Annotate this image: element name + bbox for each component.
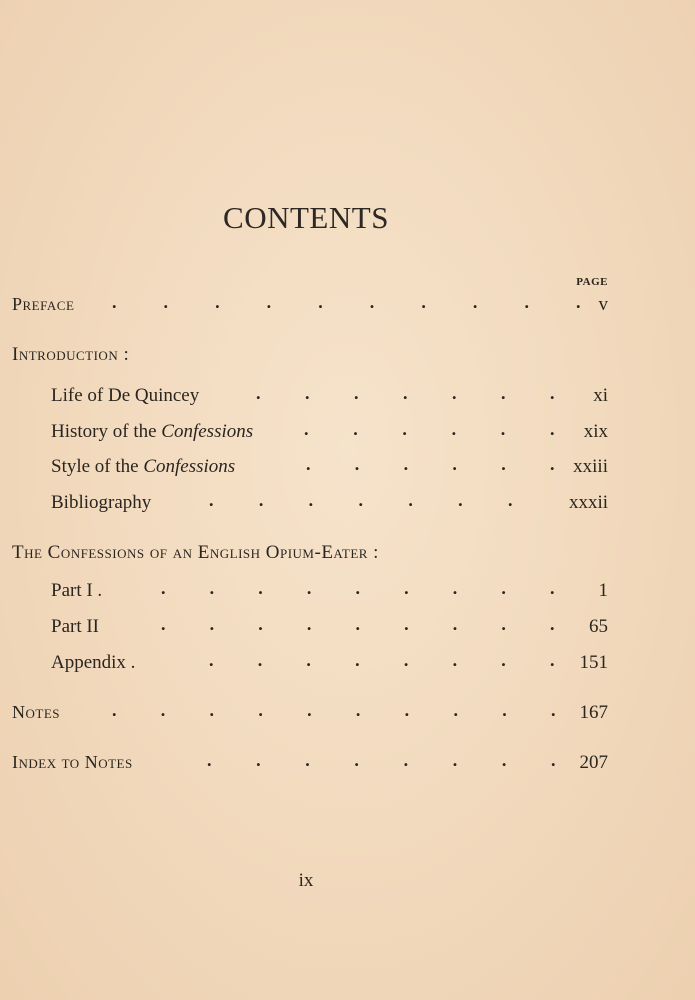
leader-dot: . — [354, 383, 359, 403]
leader-dot: . — [355, 614, 360, 634]
leader-dot: . — [500, 419, 506, 439]
leader-dot: . — [508, 490, 513, 510]
leader-dot: . — [355, 650, 360, 670]
leader-dot: . — [524, 292, 529, 312]
dot-leader — [161, 616, 556, 646]
toc-page-number: 151 — [579, 652, 608, 673]
toc-page-number: v — [598, 294, 608, 315]
leader-dot: . — [160, 700, 166, 720]
toc-label: Part I . — [51, 580, 103, 601]
leader-dot: . — [502, 700, 507, 720]
leader-dot: . — [209, 614, 215, 634]
toc-entry-history-of-the-confessions[interactable] — [51, 421, 608, 451]
leader-dot: . — [256, 750, 261, 770]
leader-dot: . — [258, 614, 263, 634]
dot-leader — [112, 702, 557, 732]
leader-dot: . — [215, 292, 220, 312]
leader-dot: . — [403, 383, 408, 403]
toc-entry-appendix[interactable] — [51, 652, 608, 682]
leader-dot: . — [408, 490, 413, 510]
toc-section-heading-introduction: Introduction : — [12, 344, 130, 365]
leader-dot: . — [550, 383, 555, 403]
leader-dot: . — [501, 614, 506, 634]
toc-entry-notes[interactable] — [12, 702, 608, 732]
leader-dot: . — [266, 292, 272, 312]
leader-dot: . — [358, 490, 363, 510]
leader-dot: . — [403, 650, 409, 670]
leader-dot: . — [452, 750, 458, 770]
leader-dot: . — [550, 454, 555, 474]
page-folio: ix — [298, 870, 314, 891]
dot-leader — [207, 752, 557, 782]
dot-leader — [161, 580, 556, 610]
toc-entry-preface[interactable] — [12, 294, 608, 324]
toc-label: Life of De Quincey — [51, 385, 200, 406]
leader-dot: . — [306, 650, 311, 670]
toc-label: Index to Notes — [12, 752, 133, 772]
leader-dot: . — [112, 700, 117, 720]
leader-dot: . — [307, 700, 312, 720]
leader-dot: . — [305, 750, 310, 770]
leader-dot: . — [318, 292, 323, 312]
toc-label: Notes — [12, 702, 60, 722]
leader-dot: . — [306, 614, 312, 634]
toc-label: Bibliography — [51, 492, 152, 513]
toc-label-text: History of the — [51, 421, 162, 442]
toc-page-number: 167 — [579, 702, 608, 723]
dot-leader — [209, 652, 556, 682]
toc-label-italic: Confessions — [143, 456, 236, 477]
toc-page-number: xi — [593, 385, 608, 406]
page-column-header: PAGE — [576, 276, 608, 288]
leader-dot: . — [452, 454, 457, 474]
leader-dot: . — [355, 700, 361, 720]
leader-dot: . — [451, 419, 457, 439]
toc-page-number: 1 — [598, 580, 608, 601]
toc-page-number: xxiii — [573, 456, 608, 477]
toc-entry-part-ii[interactable] — [51, 616, 608, 646]
toc-label-text: Style of the — [51, 456, 144, 477]
leader-dot: . — [404, 578, 409, 598]
leader-dot: . — [308, 490, 314, 510]
leader-dot: . — [403, 454, 409, 474]
leader-dot: . — [421, 292, 426, 312]
leader-dot: . — [576, 292, 581, 312]
leader-dot: . — [452, 383, 457, 403]
toc-section-heading-confessions: The Confessions of an English Opium-Eater : — [12, 542, 379, 563]
leader-dot: . — [453, 700, 458, 720]
leader-dot: . — [207, 750, 212, 770]
leader-dot: . — [258, 490, 264, 510]
leader-dot: . — [258, 578, 263, 598]
toc-label: Part II — [51, 616, 100, 637]
dot-leader — [304, 421, 556, 451]
leader-dot: . — [257, 650, 263, 670]
leader-dot: . — [355, 578, 360, 598]
dot-leader — [112, 294, 582, 324]
leader-dot: . — [369, 292, 375, 312]
leader-dot: . — [353, 419, 358, 439]
toc-entry-life-of-de-quincey[interactable] — [51, 385, 608, 415]
leader-dot: . — [472, 292, 478, 312]
leader-dot: . — [501, 578, 506, 598]
toc-page-number: 207 — [579, 752, 608, 773]
leader-dot: . — [452, 614, 458, 634]
leader-dot: . — [306, 454, 311, 474]
toc-entry-index-to-notes[interactable] — [12, 752, 608, 782]
page-title: CONTENTS — [223, 200, 389, 235]
leader-dot: . — [501, 454, 506, 474]
toc-entry-style-of-the-confessions[interactable] — [51, 456, 608, 486]
leader-dot: . — [550, 578, 555, 598]
leader-dot: . — [306, 578, 312, 598]
leader-dot: . — [209, 650, 214, 670]
toc-label: Preface — [12, 294, 75, 314]
leader-dot: . — [551, 750, 556, 770]
leader-dot: . — [501, 383, 506, 403]
leader-dot: . — [112, 292, 117, 312]
dot-leader — [306, 456, 556, 486]
leader-dot: . — [163, 292, 169, 312]
leader-dot: . — [550, 650, 555, 670]
leader-dot: . — [404, 614, 409, 634]
leader-dot: . — [404, 700, 410, 720]
toc-entry-part-i[interactable] — [51, 580, 608, 610]
leader-dot: . — [551, 700, 556, 720]
toc-page-number: xxxii — [568, 492, 608, 513]
leader-dot: . — [256, 383, 261, 403]
leader-dot: . — [304, 419, 309, 439]
leader-dot: . — [161, 614, 166, 634]
leader-dot: . — [550, 419, 555, 439]
toc-page-number: xix — [583, 421, 608, 442]
leader-dot: . — [258, 700, 263, 720]
dot-leader — [256, 385, 556, 415]
toc-entry-bibliography[interactable] — [51, 492, 608, 522]
leader-dot: . — [161, 578, 166, 598]
leader-dot: . — [452, 650, 458, 670]
leader-dot: . — [209, 490, 214, 510]
leader-dot: . — [501, 750, 507, 770]
toc-page-number: 65 — [589, 616, 608, 637]
leader-dot: . — [501, 650, 506, 670]
leader-dot: . — [402, 419, 407, 439]
toc-label — [51, 421, 253, 443]
toc-label — [51, 456, 235, 478]
leader-dot: . — [550, 614, 555, 634]
leader-dot: . — [354, 750, 359, 770]
leader-dot: . — [452, 578, 458, 598]
leader-dot: . — [403, 750, 409, 770]
leader-dot: . — [354, 454, 360, 474]
leader-dot: . — [209, 578, 215, 598]
leader-dot: . — [305, 383, 310, 403]
toc-label: Appendix . — [51, 652, 136, 673]
leader-dot: . — [209, 700, 215, 720]
leader-dot: . — [458, 490, 463, 510]
dot-leader — [209, 492, 514, 522]
toc-label-italic: Confessions — [161, 421, 254, 442]
